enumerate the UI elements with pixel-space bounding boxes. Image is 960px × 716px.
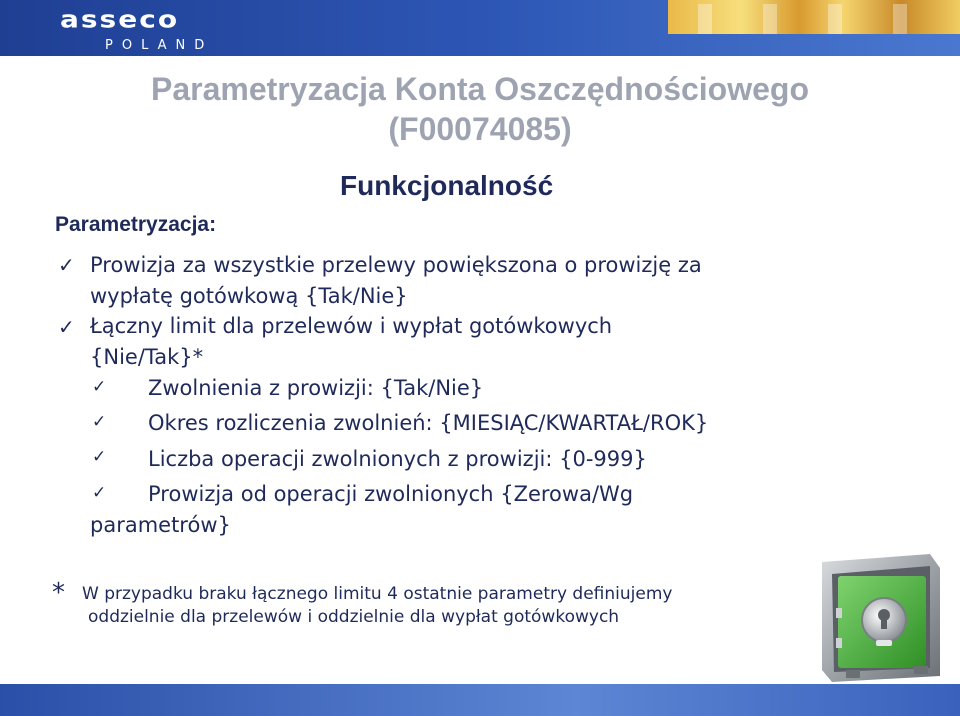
item-line: Prowizja od operacji zwolnionych {Zerowa/Wg (148, 482, 634, 506)
page-title (0, 70, 960, 148)
section-label: Parametryzacja: (55, 213, 217, 236)
header-photo (668, 0, 960, 34)
safe-icon (818, 552, 942, 684)
header-band (0, 0, 960, 56)
footer-band (0, 684, 960, 716)
list-item (90, 250, 702, 312)
note-asterisk: * (52, 578, 65, 608)
item-line: Prowizja za wszystkie przelewy powiększona o prowizję za (90, 253, 702, 277)
sub-list-item: Liczba operacji zwolnionych z prowizji: {0-999} (148, 447, 647, 471)
checkmark-icon: ✓ (92, 447, 107, 467)
sub-list-item: Zwolnienia z prowizji: {Tak/Nie} (148, 376, 484, 400)
logo-sub: POLAND (105, 38, 214, 53)
sub-list-item: Okres rozliczenia zwolnień: {MIESIĄC/KWARTAŁ/ROK} (148, 411, 709, 435)
footnote (82, 583, 822, 629)
asseco-logo (60, 5, 214, 53)
item-line: parametrów} (90, 513, 231, 537)
subtitle: Funkcjonalność (340, 170, 554, 201)
checkmark-icon: ✓ (58, 315, 75, 339)
item-line: {Nie/Tak}* (90, 345, 204, 369)
footnote-line: oddzielnie dla przelewów i oddzielnie dla wypłat gotówkowych (88, 607, 620, 627)
sub-list-item (90, 479, 633, 541)
checkmark-icon: ✓ (92, 377, 107, 397)
checkmark-icon: ✓ (92, 483, 107, 503)
logo-word: asseco (60, 5, 180, 34)
title-line-2: (F00074085) (388, 111, 572, 147)
checkmark-icon: ✓ (92, 412, 107, 432)
footnote-line: W przypadku braku łącznego limitu 4 ostatnie parametry definiujemy (82, 584, 673, 604)
checkmark-icon: ✓ (58, 253, 75, 277)
item-line: wypłatę gotówkową {Tak/Nie} (90, 284, 408, 308)
title-line-1: Parametryzacja Konta Oszczędnościowego (151, 71, 809, 107)
list-item (90, 311, 612, 373)
item-line: Łączny limit dla przelewów i wypłat gotówkowych (90, 314, 613, 338)
